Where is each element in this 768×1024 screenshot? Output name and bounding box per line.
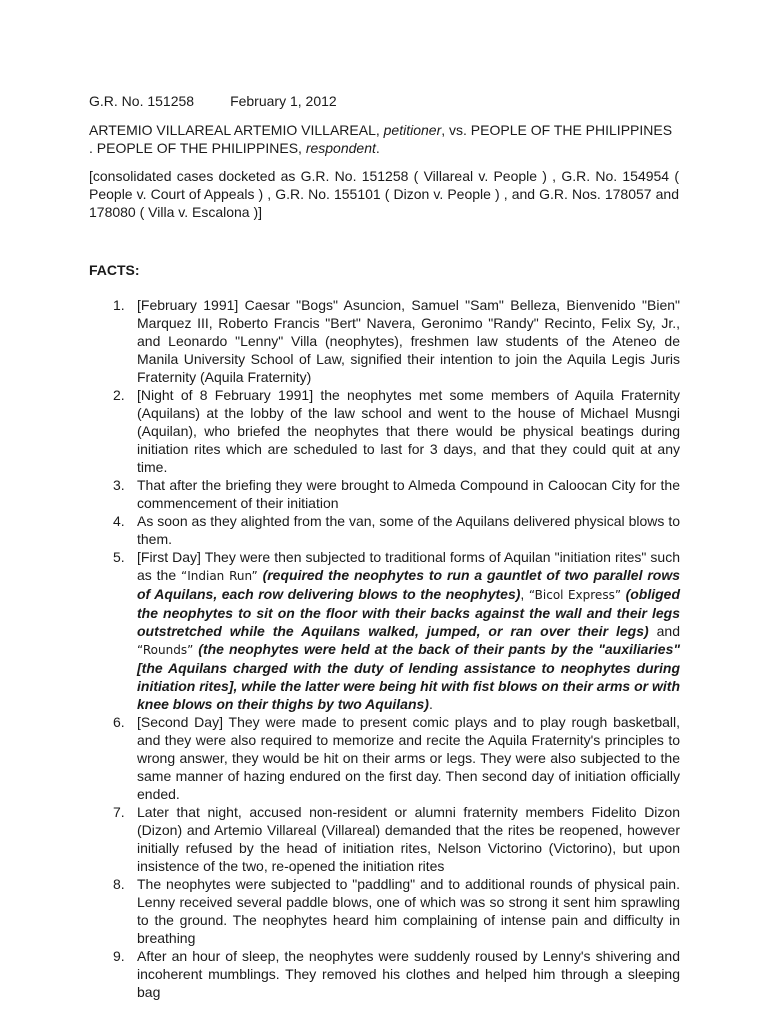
item-text: [February 1991] Caesar "Bogs" Asuncion, Samuel "Sam" Belleza, Bienvenido "Bien" Marquez III, Roberto Francis "Bert" Navera, Geronimo "Randy" Recinto, Felix Sy, Jr., and Leonardo "Lenny" Villa (neophytes), freshmen law students of the Ateneo de Manila University School of Law, signified their intention to join the Aquila Legis Juris Fraternity (Aquila Fraternity) (137, 297, 680, 385)
list-item (89, 512, 680, 548)
list-item (89, 947, 680, 1001)
item-number: 5. (113, 549, 125, 565)
consolidated-cases-note: [consolidated cases docketed as G.R. No. 151258 ( Villareal v. People ) , G.R. No. 154954 ( People v. Court of Appeals ) , G.R. No. 155101 ( Dizon v. People ) , and G.R. Nos. 178057 and 178080 ( Villa v. Escalona )] (89, 168, 679, 220)
item-text: [Second Day] They were made to present comic plays and to play rough basketball, and they were also required to memorize and recite the Aquila Fraternity's principles to wrong answer, they would be hit on their arms or legs. They were also subjected to the same manner of hazing endured on the first day. Then second day of initiation officially ended. (137, 714, 680, 802)
indian-run-description: (required the neophytes to run a gauntlet of two parallel rows of Aquilans, each row delivering blows to the neophytes) (137, 567, 681, 602)
list-item (89, 548, 680, 713)
rounds-term: “Rounds” (137, 643, 194, 657)
item-number: 6. (113, 714, 125, 730)
item-text: [Night of 8 February 1991] the neophytes met some members of Aquila Fraternity (Aquilans) at the lobby of the law school and went to the house of Michael Musngi (Aquilan), who briefed the neophytes that there would be physical beatings during initiation rites which are scheduled to last for 3 days, and that they could quit at any time. (137, 387, 680, 475)
item-text: Later that night, accused non-resident or alumni fraternity members Fidelito Dizon (Dizon) and Artemio Villareal (Villareal) demanded that the rites be reopened, however initially refused by the head of initiation rites, Nelson Victorino (Victorino), but upon insistence of the two, re-opened the initiation rites (137, 804, 680, 874)
bicol-express-term: “Bicol Express” (528, 588, 622, 602)
petitioner-name: ARTEMIO VILLAREAL ARTEMIO VILLAREAL, (89, 122, 380, 138)
respondent-name: , vs. PEOPLE OF THE PHILIPPINES . PEOPLE OF THE PHILIPPINES, (89, 122, 673, 156)
gr-number: G.R. No. 151258 (89, 93, 195, 109)
item-number: 7. (113, 804, 125, 820)
bicol-express-description: (obliged the neophytes to sit on the floor with their backs against the wall and their legs outstretched while the Aquilans walked, jumped, or ran over their legs) (137, 586, 681, 639)
rounds-description: (the neophytes were held at the back of their pants by the "auxiliaries" [the Aquilans charged with the duty of lending assistance to neophytes during initiation rites], while the latter were being hit with fist blows on their arms or with knee blows on their thighs by two Aquilans) (137, 641, 680, 712)
item-text: That after the briefing they were brought to Almeda Compound in Caloocan City for the commencement of their initiation (137, 477, 680, 511)
item-number: 9. (113, 948, 125, 964)
item-lead-text: [First Day] They were then subjected to traditional forms of Aquilan "initiation rites" such as the (137, 549, 680, 583)
item-number: 3. (113, 477, 125, 493)
separator-text: , (520, 586, 529, 602)
item-text: As soon as they alighted from the van, some of the Aquilans delivered physical blows to them. (137, 513, 680, 547)
end-punctuation: . (428, 696, 433, 712)
separator-text: and (648, 623, 680, 639)
item-number: 1. (113, 297, 125, 313)
list-item (89, 386, 680, 476)
respondent-role: respondent (305, 140, 376, 156)
list-item (89, 713, 680, 803)
item-number: 4. (113, 513, 125, 529)
item-number: 8. (113, 876, 125, 892)
case-title: ARTEMIO VILLAREAL ARTEMIO VILLAREAL, petitioner, vs. PEOPLE OF THE PHILIPPINES . PEOPLE OF THE PHILIPPINES, respondent. (89, 122, 673, 156)
list-item (89, 296, 680, 386)
item-text: After an hour of sleep, the neophytes were suddenly roused by Lenny's shivering and incoherent mumblings. They removed his clothes and helped him through a sleeping bag (137, 948, 680, 1000)
facts-heading: FACTS: (89, 262, 140, 278)
list-item (89, 803, 680, 875)
facts-list (89, 296, 680, 1001)
indian-run-term: “Indian Run” (181, 569, 258, 583)
decision-date: February 1, 2012 (230, 93, 337, 109)
case-header (89, 92, 337, 110)
petitioner-role: petitioner (383, 122, 442, 138)
list-item (89, 875, 680, 947)
list-item (89, 476, 680, 512)
item-text: The neophytes were subjected to "paddling" and to additional rounds of physical pain. Lenny received several paddle blows, one of which was so strong it sent him sprawling to the ground. The neophytes heard him complaining of intense pain and difficulty in breathing (137, 876, 680, 946)
item-number: 2. (113, 387, 125, 403)
